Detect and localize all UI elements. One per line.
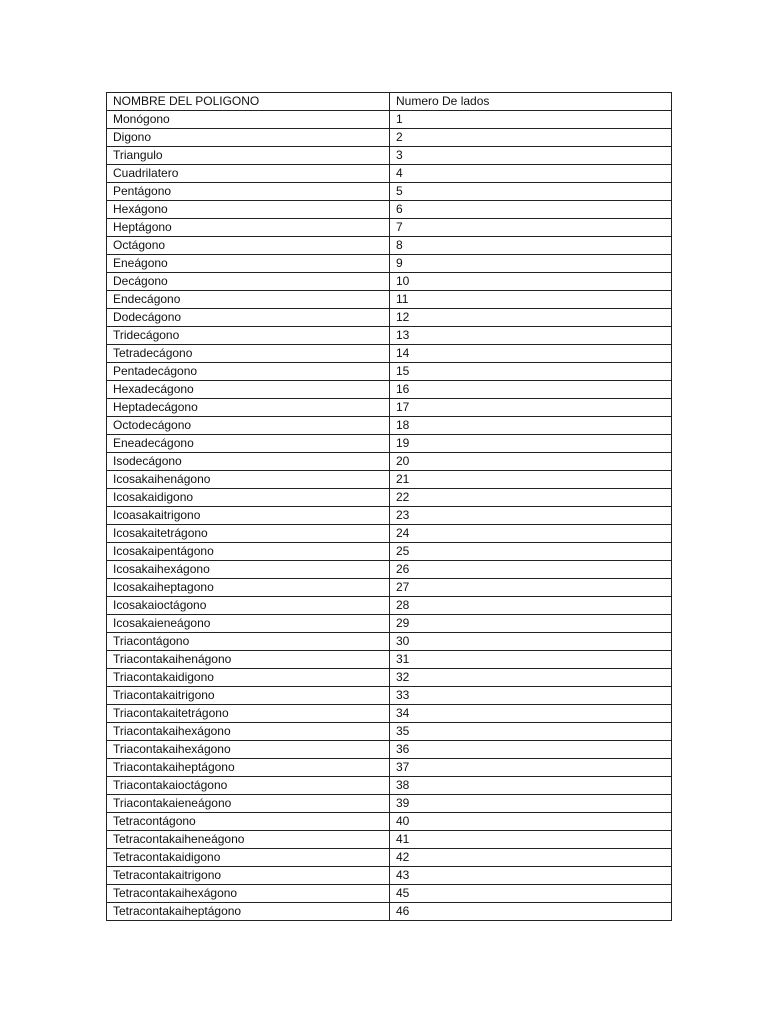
polygon-name-cell: Triacontakaioctágono: [107, 777, 390, 795]
table-row: [107, 705, 672, 723]
table-row: [107, 741, 672, 759]
polygon-name-cell: Icosakaihenágono: [107, 471, 390, 489]
table-row: [107, 795, 672, 813]
polygon-name-cell: Hexágono: [107, 201, 390, 219]
sides-count-cell: 40: [390, 813, 672, 831]
polygon-name-cell: Icoasakaitrigono: [107, 507, 390, 525]
table-row: [107, 327, 672, 345]
polygon-name-cell: Icosakaihexágono: [107, 561, 390, 579]
polygon-name-cell: Tridecágono: [107, 327, 390, 345]
polygon-name-cell: Pentadecágono: [107, 363, 390, 381]
sides-count-cell: 14: [390, 345, 672, 363]
sides-count-cell: 17: [390, 399, 672, 417]
sides-count-cell: 15: [390, 363, 672, 381]
sides-count-cell: 35: [390, 723, 672, 741]
polygon-name-cell: Tetradecágono: [107, 345, 390, 363]
table-row: [107, 165, 672, 183]
sides-count-cell: 28: [390, 597, 672, 615]
table-row: [107, 831, 672, 849]
sides-count-cell: 4: [390, 165, 672, 183]
table-row: [107, 291, 672, 309]
polygon-name-cell: Triacontakaieneágono: [107, 795, 390, 813]
table-row: [107, 363, 672, 381]
polygon-name-cell: Octodecágono: [107, 417, 390, 435]
table-row: [107, 489, 672, 507]
polygon-name-cell: Tetracontakaitrigono: [107, 867, 390, 885]
table-row: [107, 525, 672, 543]
table-row: [107, 669, 672, 687]
polygon-name-cell: Icosakaitetrágono: [107, 525, 390, 543]
sides-count-cell: 3: [390, 147, 672, 165]
table-row: [107, 867, 672, 885]
sides-count-cell: 37: [390, 759, 672, 777]
header-number-of-sides: Numero De lados: [390, 93, 672, 111]
sides-count-cell: 42: [390, 849, 672, 867]
polygon-name-cell: Icosakaiheptagono: [107, 579, 390, 597]
polygon-name-cell: Pentágono: [107, 183, 390, 201]
polygon-name-cell: Triacontakaidigono: [107, 669, 390, 687]
table-row: [107, 381, 672, 399]
sides-count-cell: 18: [390, 417, 672, 435]
sides-count-cell: 32: [390, 669, 672, 687]
table-row: [107, 903, 672, 921]
table-row: [107, 561, 672, 579]
polygon-name-cell: Tetracontakaihexágono: [107, 885, 390, 903]
polygon-name-cell: Heptadecágono: [107, 399, 390, 417]
sides-count-cell: 10: [390, 273, 672, 291]
polygon-name-cell: Triacontakaihenágono: [107, 651, 390, 669]
polygon-name-cell: Triacontágono: [107, 633, 390, 651]
table-row: [107, 759, 672, 777]
sides-count-cell: 34: [390, 705, 672, 723]
sides-count-cell: 11: [390, 291, 672, 309]
table-row: [107, 471, 672, 489]
polygon-name-cell: Triacontakaitetrágono: [107, 705, 390, 723]
sides-count-cell: 22: [390, 489, 672, 507]
sides-count-cell: 25: [390, 543, 672, 561]
sides-count-cell: 24: [390, 525, 672, 543]
polygon-name-cell: Decágono: [107, 273, 390, 291]
polygon-name-cell: Cuadrilatero: [107, 165, 390, 183]
sides-count-cell: 43: [390, 867, 672, 885]
sides-count-cell: 36: [390, 741, 672, 759]
polygon-name-cell: Icosakaieneágono: [107, 615, 390, 633]
polygon-name-cell: Isodecágono: [107, 453, 390, 471]
sides-count-cell: 31: [390, 651, 672, 669]
table-row: [107, 273, 672, 291]
sides-count-cell: 16: [390, 381, 672, 399]
polygon-name-cell: Icosakaioctágono: [107, 597, 390, 615]
polygon-name-cell: Monógono: [107, 111, 390, 129]
sides-count-cell: 27: [390, 579, 672, 597]
sides-count-cell: 5: [390, 183, 672, 201]
polygon-name-cell: Tetracontakaiheneágono: [107, 831, 390, 849]
table-row: [107, 543, 672, 561]
table-row: [107, 309, 672, 327]
polygon-name-cell: Tetracontakaidigono: [107, 849, 390, 867]
sides-count-cell: 41: [390, 831, 672, 849]
table-row: [107, 345, 672, 363]
polygon-name-cell: Triacontakaihexágono: [107, 741, 390, 759]
sides-count-cell: 23: [390, 507, 672, 525]
table-row: [107, 615, 672, 633]
polygon-name-cell: Tetracontágono: [107, 813, 390, 831]
table-row: [107, 147, 672, 165]
polygon-name-cell: Eneágono: [107, 255, 390, 273]
polygon-name-cell: Hexadecágono: [107, 381, 390, 399]
table-row: [107, 885, 672, 903]
header-polygon-name: NOMBRE DEL POLIGONO: [107, 93, 390, 111]
sides-count-cell: 45: [390, 885, 672, 903]
table-body: [107, 111, 672, 921]
table-row: [107, 723, 672, 741]
sides-count-cell: 29: [390, 615, 672, 633]
table-row: [107, 399, 672, 417]
table-row: [107, 255, 672, 273]
table-row: [107, 597, 672, 615]
sides-count-cell: 39: [390, 795, 672, 813]
polygon-name-cell: Triacontakaihexágono: [107, 723, 390, 741]
polygon-name-cell: Eneadecágono: [107, 435, 390, 453]
polygon-name-cell: Digono: [107, 129, 390, 147]
polygon-name-cell: Heptágono: [107, 219, 390, 237]
sides-count-cell: 6: [390, 201, 672, 219]
table-row: [107, 435, 672, 453]
table-row: [107, 687, 672, 705]
table-row: [107, 201, 672, 219]
table-row: [107, 849, 672, 867]
polygon-name-cell: Dodecágono: [107, 309, 390, 327]
table-row: [107, 813, 672, 831]
sides-count-cell: 30: [390, 633, 672, 651]
sides-count-cell: 26: [390, 561, 672, 579]
sides-count-cell: 8: [390, 237, 672, 255]
polygon-name-cell: Triacontakaitrigono: [107, 687, 390, 705]
polygon-name-cell: Octágono: [107, 237, 390, 255]
table-row: [107, 111, 672, 129]
sides-count-cell: 33: [390, 687, 672, 705]
sides-count-cell: 12: [390, 309, 672, 327]
table-row: [107, 129, 672, 147]
table-row: [107, 579, 672, 597]
table-row: [107, 219, 672, 237]
polygon-name-cell: Endecágono: [107, 291, 390, 309]
table-row: [107, 237, 672, 255]
sides-count-cell: 2: [390, 129, 672, 147]
polygon-name-cell: Icosakaidigono: [107, 489, 390, 507]
table-row: [107, 651, 672, 669]
sides-count-cell: 46: [390, 903, 672, 921]
table-row: [107, 453, 672, 471]
sides-count-cell: 38: [390, 777, 672, 795]
sides-count-cell: 21: [390, 471, 672, 489]
polygon-name-cell: Triangulo: [107, 147, 390, 165]
table-header-row: [107, 93, 672, 111]
sides-count-cell: 1: [390, 111, 672, 129]
polygon-name-cell: Triacontakaiheptágono: [107, 759, 390, 777]
polygon-table: [106, 92, 672, 921]
sides-count-cell: 7: [390, 219, 672, 237]
polygon-name-cell: Tetracontakaiheptágono: [107, 903, 390, 921]
sides-count-cell: 9: [390, 255, 672, 273]
sides-count-cell: 19: [390, 435, 672, 453]
polygon-name-cell: Icosakaipentágono: [107, 543, 390, 561]
sides-count-cell: 13: [390, 327, 672, 345]
table-row: [107, 633, 672, 651]
table-row: [107, 417, 672, 435]
table-row: [107, 507, 672, 525]
table-row: [107, 777, 672, 795]
sides-count-cell: 20: [390, 453, 672, 471]
table-row: [107, 183, 672, 201]
